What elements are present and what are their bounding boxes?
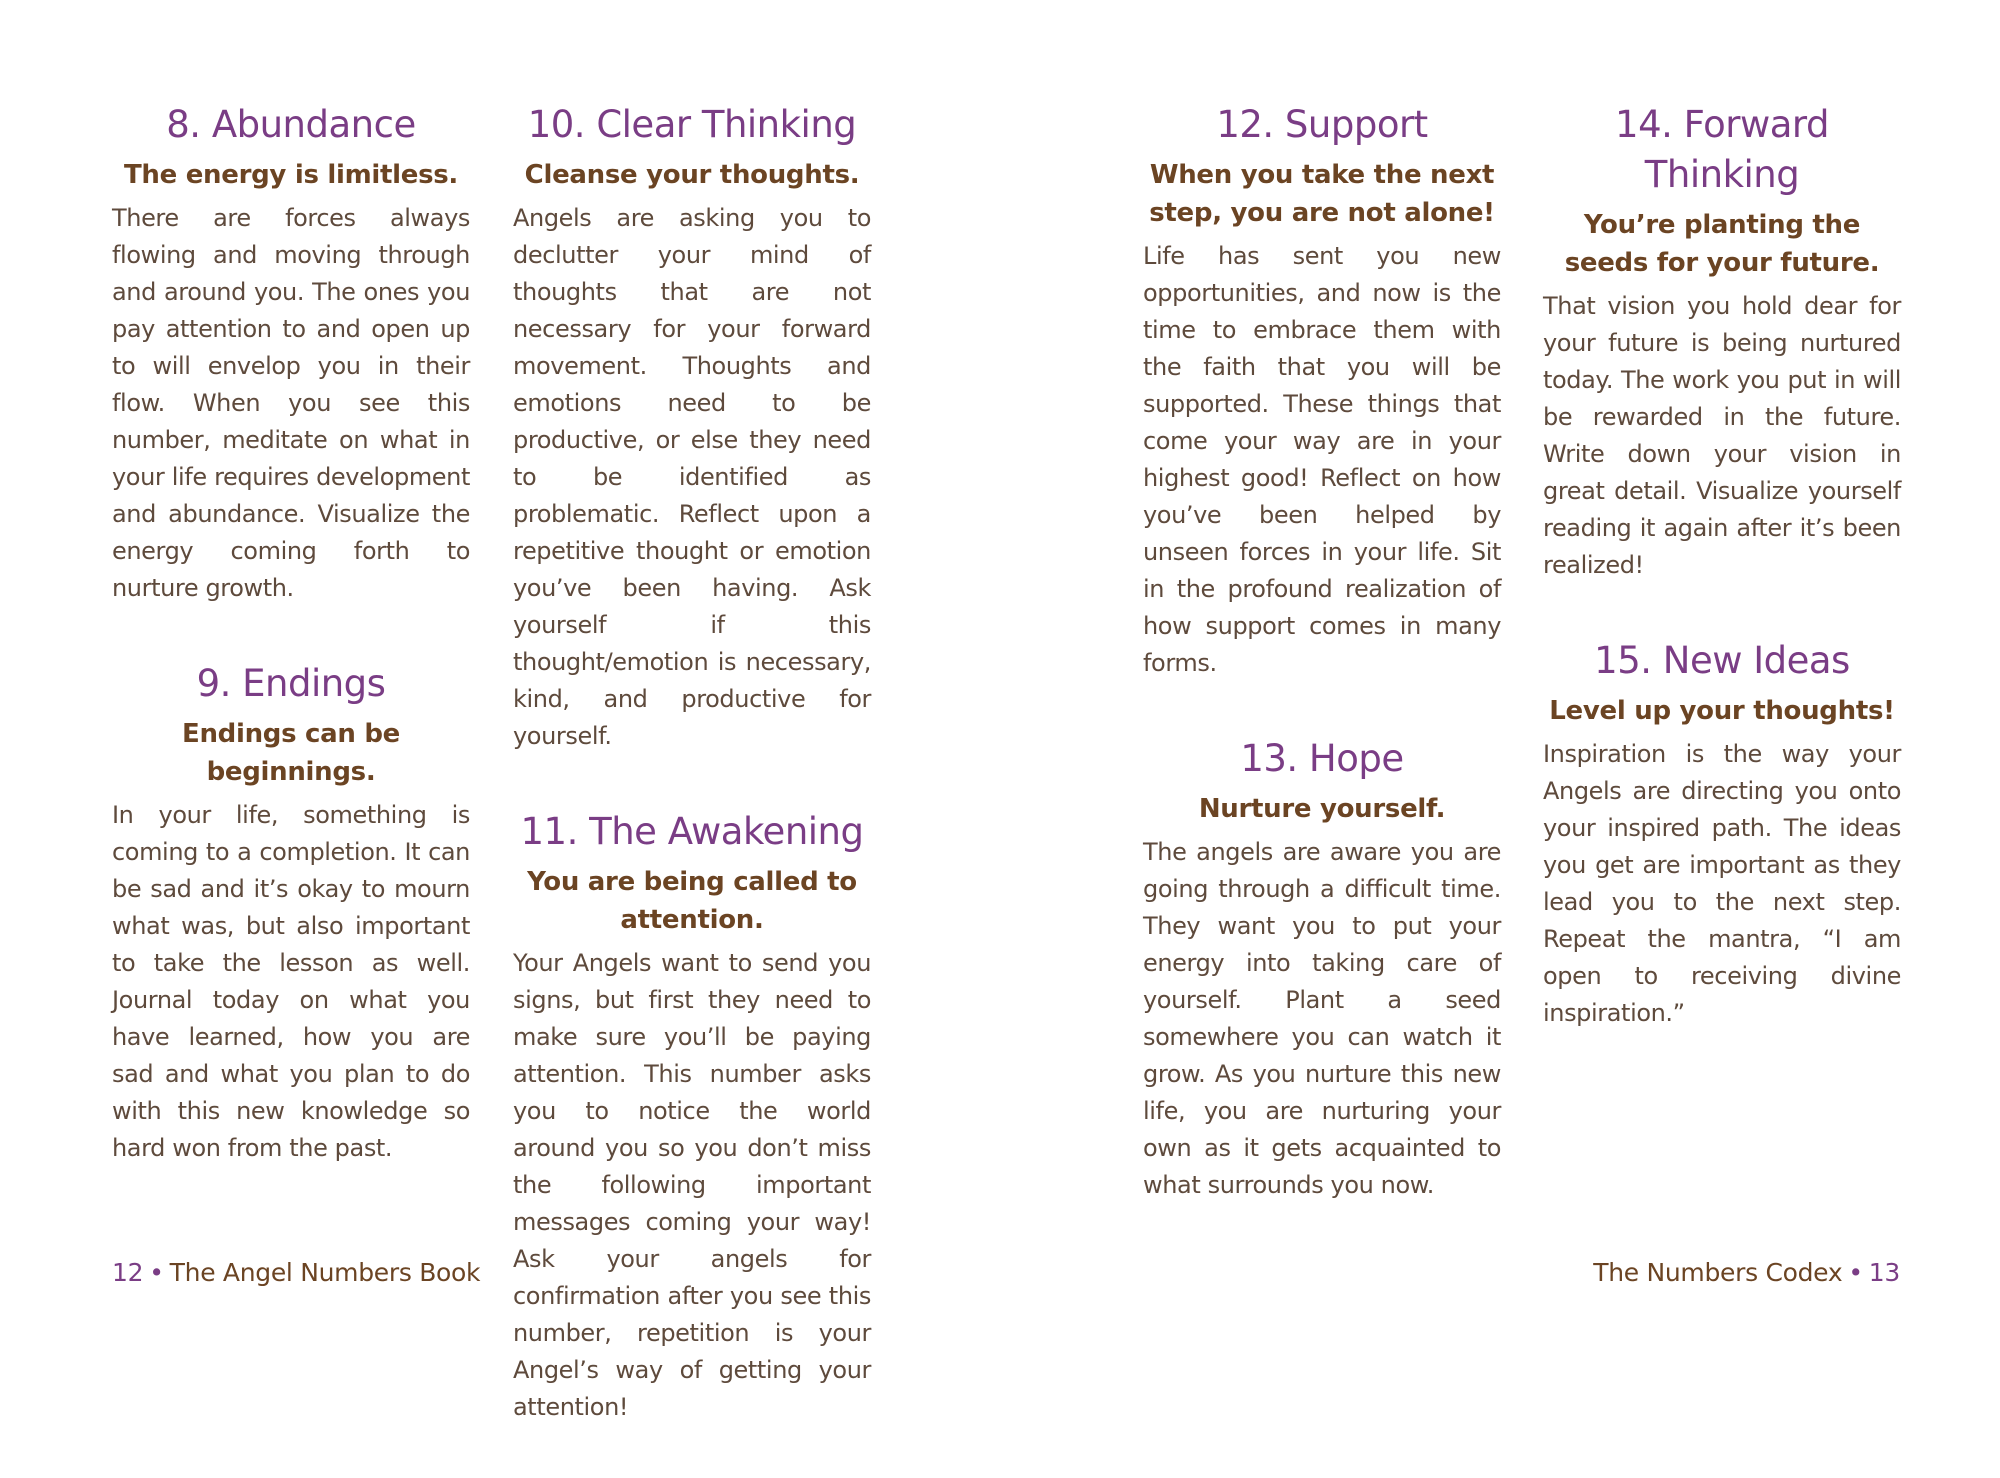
entry-subtitle: When you take the next step, you are not alone!	[1149, 160, 1495, 228]
entry-subtitle: Nurture yourself.	[1198, 794, 1446, 824]
left-page-column-1	[112, 100, 470, 1219]
entry-title: 14. Forward Thinking	[1615, 103, 1829, 196]
entry-title: 8. Abundance	[166, 103, 416, 146]
entry-subtitle: Cleanse your thoughts.	[524, 160, 860, 190]
footer-separator: •	[149, 1258, 164, 1287]
entry-subtitle: The energy is limitless.	[123, 160, 458, 190]
right-page-column-2	[1543, 100, 1901, 1084]
entry-title: 11. The Awakening	[520, 810, 864, 853]
entry-title: 9. Endings	[196, 662, 386, 705]
right-page-column-1	[1143, 100, 1501, 1256]
entry-body: The angels are aware you are going through a difficult time. They want you to put your energy into taking care of yourself. Plant a seed somewhere you can watch it grow. As you nurture this new life, you are nurturing your own as it gets acquainted to what surrounds you now.	[1143, 838, 1501, 1199]
page-number: 12	[112, 1258, 144, 1287]
page-gutter	[1000, 0, 1001, 1363]
entry-title: 10. Clear Thinking	[527, 103, 857, 146]
entry-8-abundance	[112, 100, 470, 607]
entry-title: 13. Hope	[1240, 737, 1404, 780]
entry-title: 12. Support	[1216, 103, 1428, 146]
left-page-column-2	[513, 100, 871, 1478]
entry-title: 15. New Ideas	[1594, 639, 1850, 682]
entry-body: Angels are asking you to declutter your mind of thoughts that are not necessary for your forward movement. Thoughts and emotions need to be productive, or else they need to be identified as problematic. Reflect upon a repetitive thought or emotion you’ve been having. Ask yourself if this thought/emotion is necessary, kind, and productive for yourself.	[513, 204, 871, 750]
entry-subtitle: Level up your thoughts!	[1549, 696, 1895, 726]
entry-body: Life has sent you new opportunities, and now is the time to embrace them with the faith that you will be supported. These things that come your way are in your highest good! Reflect on how you’ve been helped by unseen forces in your life. Sit in the profound realization of how support comes in many forms.	[1143, 242, 1501, 677]
running-title: The Angel Numbers Book	[169, 1258, 481, 1287]
entry-subtitle: You are being called to attention.	[527, 867, 857, 935]
page-number: 13	[1868, 1258, 1900, 1287]
entry-subtitle: Endings can be beginnings.	[181, 719, 400, 787]
entry-9-endings	[112, 659, 470, 1167]
entry-subtitle: You’re planting the seeds for your future.	[1564, 210, 1880, 278]
entry-12-support	[1143, 100, 1501, 682]
entry-14-forward-thinking	[1543, 100, 1901, 584]
entry-body: In your life, something is coming to a completion. It can be sad and it’s okay to mourn what was, but also important to take the lesson as well. Journal today on what you have learned, how you are sad and what you plan to do with this new knowledge so hard won from the past.	[112, 801, 470, 1162]
entry-13-hope	[1143, 734, 1501, 1204]
entry-body: Your Angels want to send you signs, but first they need to make sure you’ll be paying attention. This number asks you to notice the world around you so you don’t miss the following important messages coming your way! Ask your angels for confirmation after you see this number, repetition is your Angel’s way of getting your attention!	[513, 949, 871, 1421]
entry-body: Inspiration is the way your Angels are directing you onto your inspired path. The ideas you get are important as they lead you to the next step. Repeat the mantra, “I am open to receiving divine inspiration.”	[1543, 740, 1901, 1027]
footer-separator: •	[1848, 1258, 1863, 1287]
left-page-footer	[112, 1258, 480, 1287]
entry-10-clear-thinking	[513, 100, 871, 755]
right-page-footer	[1593, 1258, 1900, 1287]
entry-11-the-awakening	[513, 807, 871, 1426]
running-title: The Numbers Codex	[1593, 1258, 1843, 1287]
entry-15-new-ideas	[1543, 636, 1901, 1032]
entry-body: There are forces always flowing and moving through and around you. The ones you pay attention to and open up to will envelop you in their flow. When you see this number, meditate on what in your life requires development and abundance. Visualize the energy coming forth to nurture growth.	[112, 204, 470, 602]
entry-body: That vision you hold dear for your future is being nurtured today. The work you put in will be rewarded in the future. Write down your vision in great detail. Visualize yourself reading it again after it’s been realized!	[1543, 292, 1901, 579]
